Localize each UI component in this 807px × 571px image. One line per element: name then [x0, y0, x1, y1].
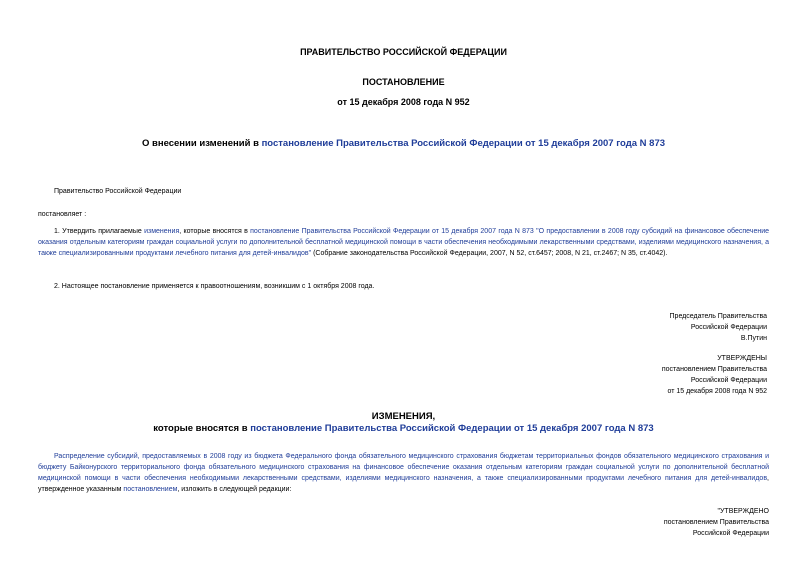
- signature-title: Председатель Правительства: [669, 313, 767, 320]
- title-prefix: О внесении изменений в: [141, 138, 262, 149]
- document-title: [0, 138, 807, 150]
- government-heading: ПРАВИТЕЛЬСТВО РОССИЙСКОЙ ФЕДЕРАЦИИ: [300, 47, 507, 57]
- item1-changes-link[interactable]: изменения: [144, 228, 180, 235]
- changes-para-mid: , утвержденное указанным: [38, 475, 769, 493]
- changes-subheading: [0, 423, 807, 435]
- changes-para-end: , изложить в следующей редакции:: [177, 486, 292, 493]
- decree-word: постановляет :: [38, 211, 87, 218]
- signature-block: [467, 311, 767, 344]
- signature-country: Российской Федерации: [690, 324, 767, 331]
- approved-line-2: постановлением Правительства: [661, 366, 767, 373]
- document-type: ПОСТАНОВЛЕНИЕ: [362, 77, 445, 87]
- item1-text-c: (Собрание законодательства Российской Федерации, 2007, N 52, ст.6457; 2008, N 21, ст.2467; N 35, ст.4042).: [311, 250, 668, 257]
- approved-line-4: от 15 декабря 2008 года N 952: [667, 388, 767, 395]
- changes-sub-prefix: которые вносятся в: [153, 423, 251, 434]
- changes-paragraph: [38, 451, 769, 495]
- approved-line-1: УТВЕРЖДЕНЫ: [717, 355, 767, 362]
- signature-name: В.Путин: [740, 335, 767, 342]
- item-1: [38, 226, 769, 259]
- approved2-line-2: постановлением Правительства: [663, 519, 769, 526]
- item1-text-a: 1. Утвердить прилагаемые: [54, 228, 145, 235]
- approved-block: [467, 353, 767, 397]
- changes-sub-link[interactable]: постановление Правительства Российской Федерации от 15 декабря 2007 года N 873: [250, 423, 654, 434]
- approved-line-3: Российской Федерации: [690, 377, 767, 384]
- item1-decree-link[interactable]: постановление Правительства Российской Федерации от 15 декабря 2007 года N 873 "О предоставлении в 2008 году субсидий на финансовое обеспечение оказания отдельным категориям граждан социальной услуги по дополнительной бесплатной медицинской помощи в части обеспечения необходимыми лекарственными средствами, изделиями медицинского назначения, а также специализированными продуктами лечебного питания для детей-инвалидов": [38, 228, 770, 257]
- resolution-link[interactable]: постановлением: [123, 486, 178, 493]
- title-link[interactable]: постановление Правительства Российской Федерации от 15 декабря 2007 года N 873: [261, 138, 666, 149]
- item1-text-b: , которые вносятся в: [179, 228, 251, 235]
- document-date-number: от 15 декабря 2008 года N 952: [337, 97, 470, 107]
- gov-line: Правительство Российской Федерации: [54, 188, 182, 195]
- distribution-link[interactable]: Распределение субсидий, предоставляемых в 2008 году из бюджета Федерального фонда обязательного медицинского страхования бюджетам территориальных фондов обязательного медицинского страхования и бюджету Байконурского территориального фонда обязательного медицинского страхования на финансовое обеспечение оказания отдельным категориям граждан социальной услуги по дополнительной бесплатной медицинской помощи в части обеспечения необходимыми лекарственными средствами, изделиями медицинского назначения, а также специализированными продуктами лечебного питания для детей-инвалидов: [38, 453, 769, 482]
- changes-heading: ИЗМЕНЕНИЯ,: [371, 411, 436, 422]
- item-2: 2. Настоящее постановление применяется к правоотношениям, возникшим с 1 октября 2008 года.: [54, 283, 375, 290]
- approved2-block: [469, 506, 769, 539]
- approved2-line-1: "УТВЕРЖДЕНО: [717, 508, 769, 515]
- approved2-line-3: Российской Федерации: [692, 530, 769, 537]
